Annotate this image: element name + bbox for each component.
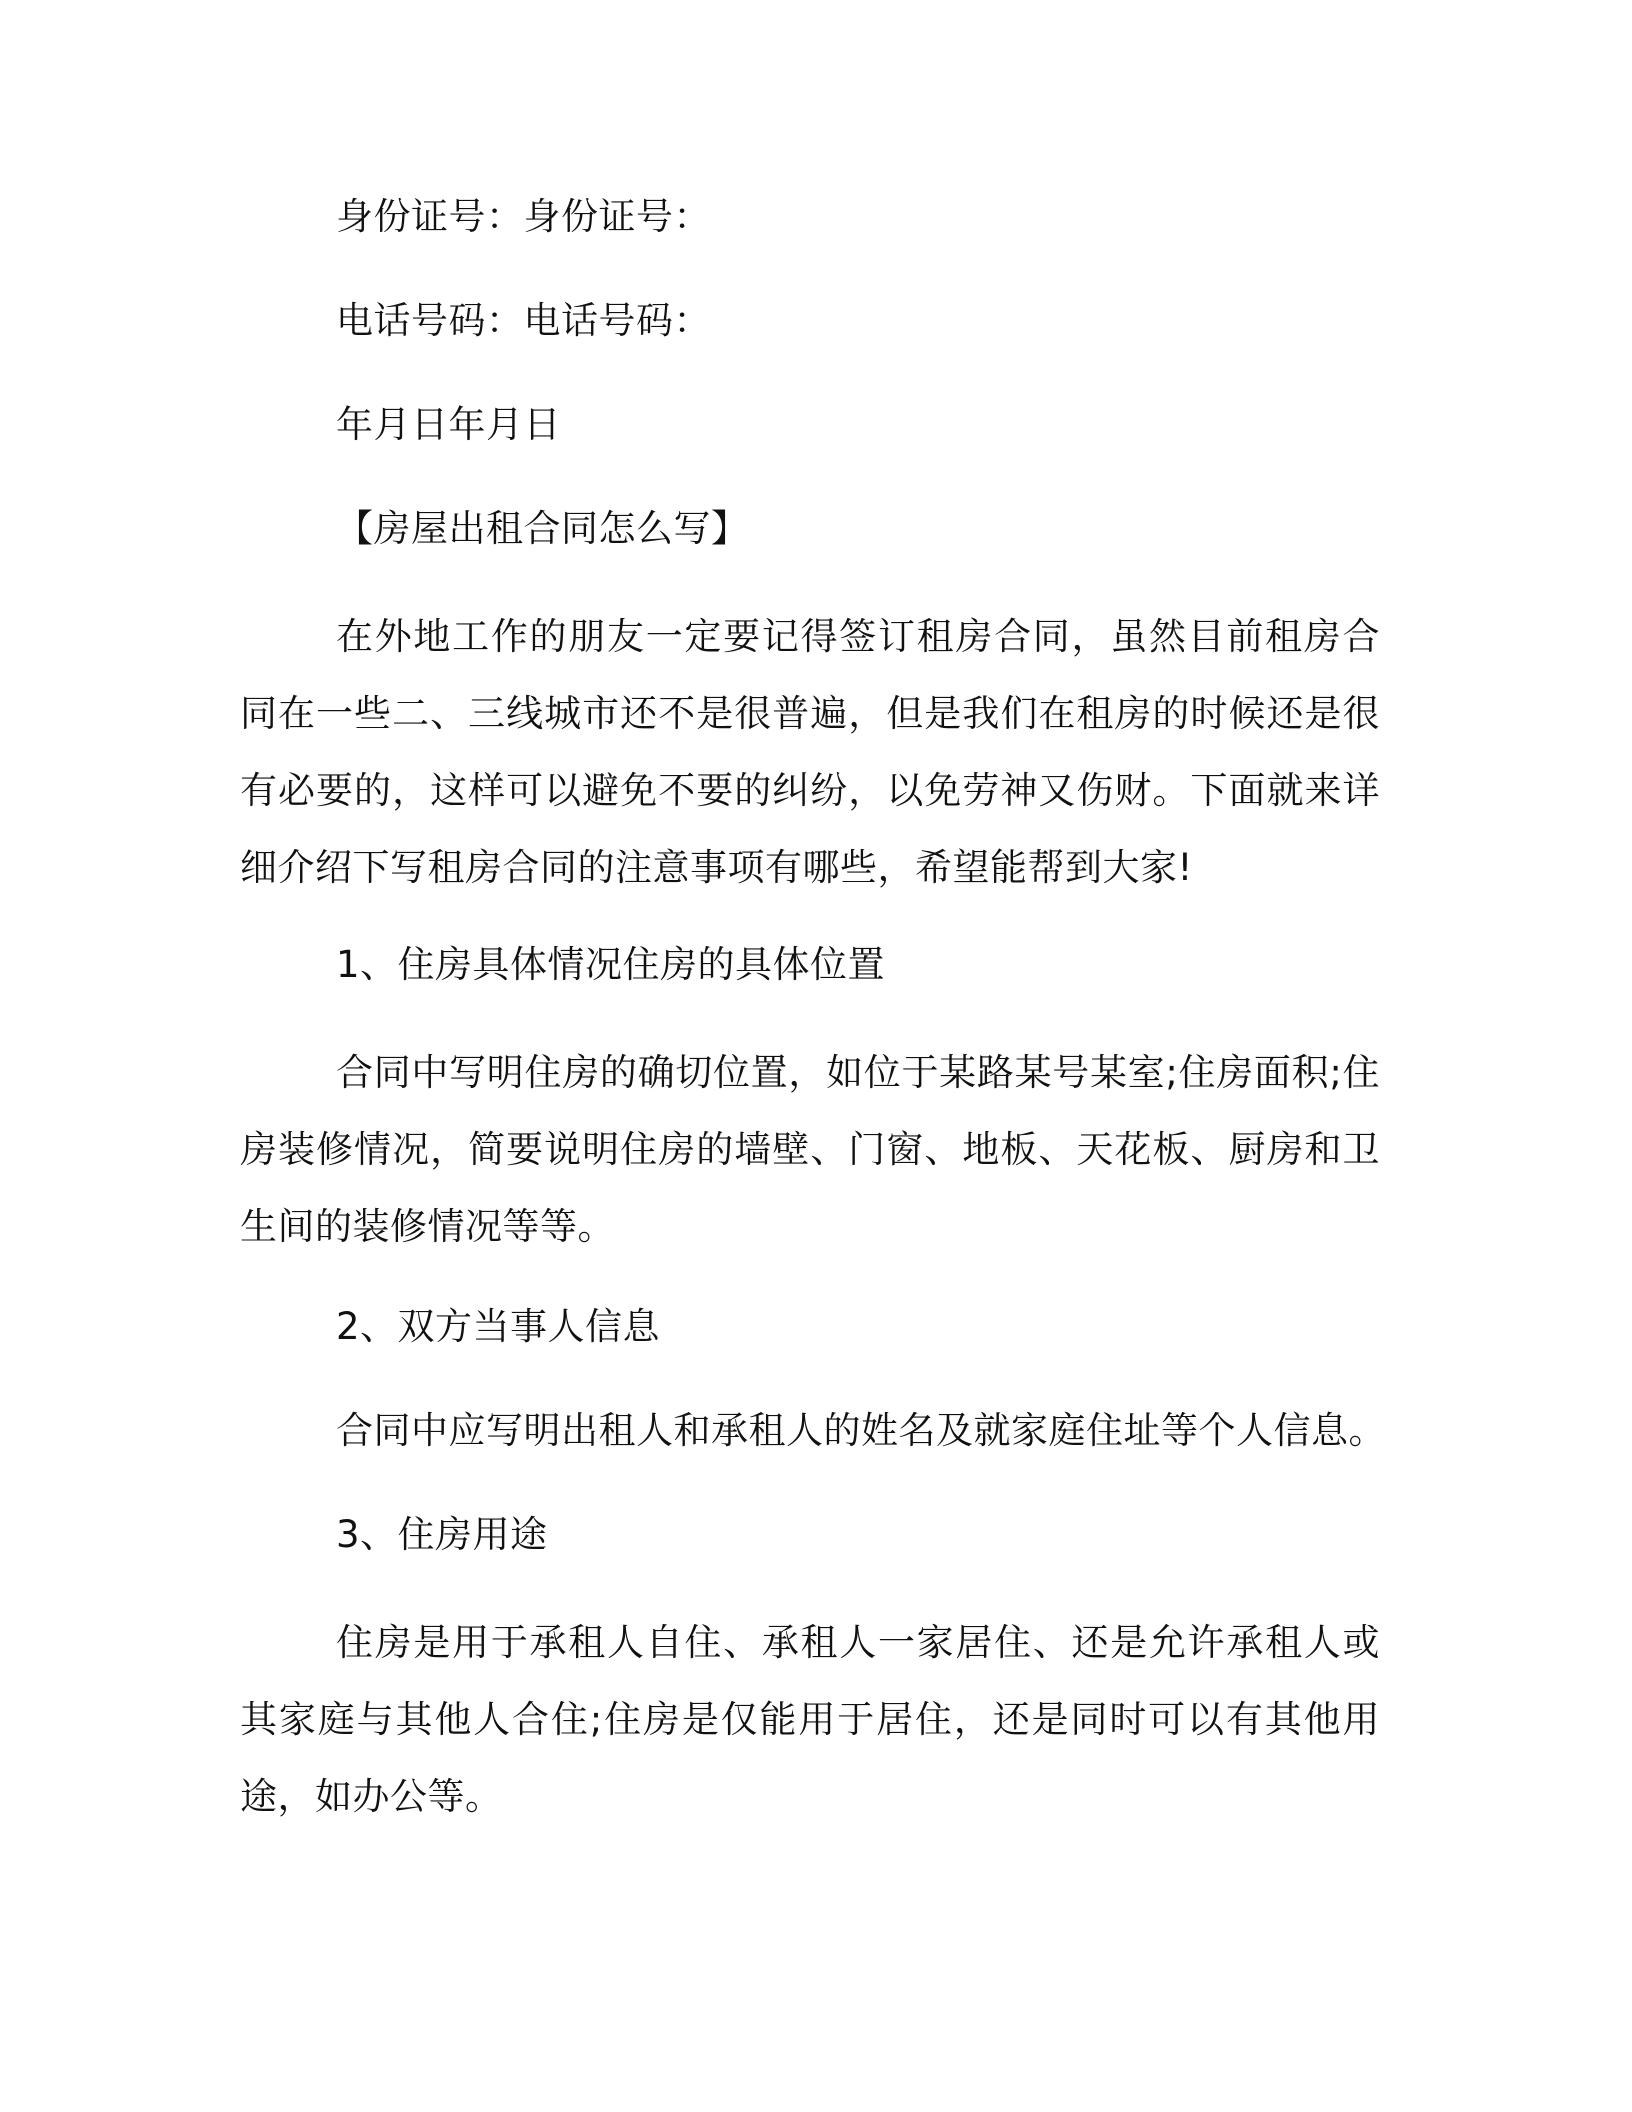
item-3-heading: 3、住房用途 xyxy=(336,1513,548,1556)
phone-number-line: 电话号码：电话号码： xyxy=(336,299,711,342)
id-number-line: 身份证号：身份证号： xyxy=(336,195,711,238)
item-1-body: 合同中写明住房的确切位置，如位于某路某号某室;住房面积;住房装修情况，简要说明住房的墙壁、门窗、地板、天花板、厨房和卫生间的装修情况等等。 xyxy=(240,1051,1380,1248)
item-3-body: 住房是用于承租人自住、承租人一家居住、还是允许承租人或其家庭与其他人合住;住房是仅能用于居住，还是同时可以有其他用途，如办公等。 xyxy=(240,1621,1380,1818)
date-line: 年月日年月日 xyxy=(336,403,561,446)
item-1-heading: 1、住房具体情况住房的具体位置 xyxy=(336,943,886,986)
item-2-heading: 2、双方当事人信息 xyxy=(336,1305,661,1348)
intro-paragraph: 在外地工作的朋友一定要记得签订租房合同，虽然目前租房合同在一些二、三线城市还不是很普遍，但是我们在租房的时候还是很有必要的，这样可以避免不要的纠纷，以免劳神又伤财。下面就来详细介绍下写租房合同的注意事项有哪些，希望能帮到大家! xyxy=(240,615,1380,889)
item-2-body: 合同中应写明出租人和承租人的姓名及就家庭住址等个人信息。 xyxy=(336,1409,1386,1452)
section-title: 【房屋出租合同怎么写】 xyxy=(336,507,749,550)
